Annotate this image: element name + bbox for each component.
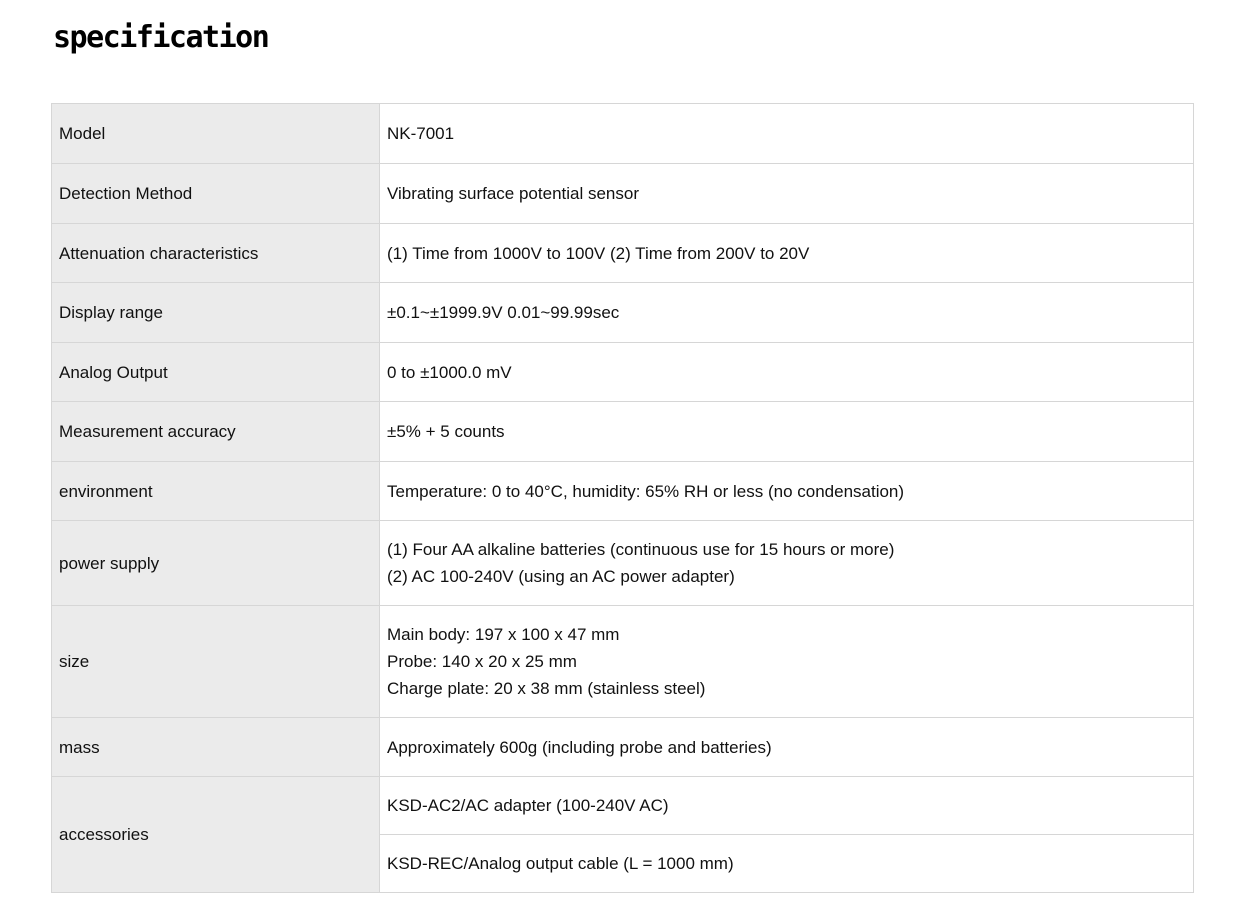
spec-label: power supply xyxy=(52,521,380,606)
spec-value xyxy=(380,224,1194,283)
spec-value xyxy=(380,835,1194,893)
spec-value-line: Temperature: 0 to 40°C, humidity: 65% RH or less (no condensation) xyxy=(387,481,905,501)
spec-value xyxy=(380,521,1194,606)
spec-value-line: Probe: 140 x 20 x 25 mm xyxy=(387,652,577,671)
spec-value-line: Vibrating surface potential sensor xyxy=(387,184,640,203)
spec-label: Model xyxy=(52,104,380,164)
spec-label: accessories xyxy=(52,777,380,893)
spec-label: Measurement accuracy xyxy=(52,402,380,462)
spec-row-analog-output xyxy=(52,343,1194,402)
spec-value-line: (2) AC 100-240V (using an AC power adapter) xyxy=(387,567,735,586)
spec-value xyxy=(380,462,1194,521)
spec-value-line: (1) Time from 1000V to 100V (2) Time from 200V to 20V xyxy=(387,243,810,263)
spec-value xyxy=(380,777,1194,835)
spec-value-line: 0 to ±1000.0 mV xyxy=(387,362,512,382)
spec-value-line: KSD-AC2/AC adapter (100-240V AC) xyxy=(387,796,669,815)
spec-row-measurement-accuracy xyxy=(52,402,1194,462)
spec-value-line: ±5% + 5 counts xyxy=(387,422,505,441)
spec-value-line: Main body: 197 x 100 x 47 mm xyxy=(387,625,620,644)
spec-row-detection-method xyxy=(52,164,1194,224)
spec-value xyxy=(380,283,1194,343)
spec-label: size xyxy=(52,606,380,718)
spec-table xyxy=(51,103,1194,893)
spec-row-attenuation xyxy=(52,224,1194,283)
spec-value xyxy=(380,718,1194,777)
spec-row-power-supply xyxy=(52,521,1194,606)
spec-value xyxy=(380,402,1194,462)
spec-value-line: Approximately 600g (including probe and batteries) xyxy=(387,737,772,757)
spec-label: Analog Output xyxy=(52,343,380,402)
spec-label: Detection Method xyxy=(52,164,380,224)
spec-value xyxy=(380,343,1194,402)
spec-value-line: (1) Four AA alkaline batteries (continuous use for 15 hours or more) xyxy=(387,540,895,559)
spec-label: environment xyxy=(52,462,380,521)
spec-value-line: NK-7001 xyxy=(387,124,455,143)
spec-value-line: Charge plate: 20 x 38 mm (stainless steel) xyxy=(387,679,706,698)
spec-row-model xyxy=(52,104,1194,164)
spec-row-mass xyxy=(52,718,1194,777)
spec-value xyxy=(380,104,1194,164)
spec-label: Display range xyxy=(52,283,380,343)
spec-label: Attenuation characteristics xyxy=(52,224,380,283)
spec-row-size xyxy=(52,606,1194,718)
spec-value xyxy=(380,164,1194,224)
spec-row-display-range xyxy=(52,283,1194,343)
spec-value-line: ±0.1~±1999.9V 0.01~99.99sec xyxy=(387,303,620,322)
spec-row-environment xyxy=(52,462,1194,521)
spec-value-line: KSD-REC/Analog output cable (L = 1000 mm) xyxy=(387,854,734,873)
page-title: specification xyxy=(53,20,269,55)
spec-value xyxy=(380,606,1194,718)
spec-label: mass xyxy=(52,718,380,777)
spec-row-accessories xyxy=(52,777,1194,835)
